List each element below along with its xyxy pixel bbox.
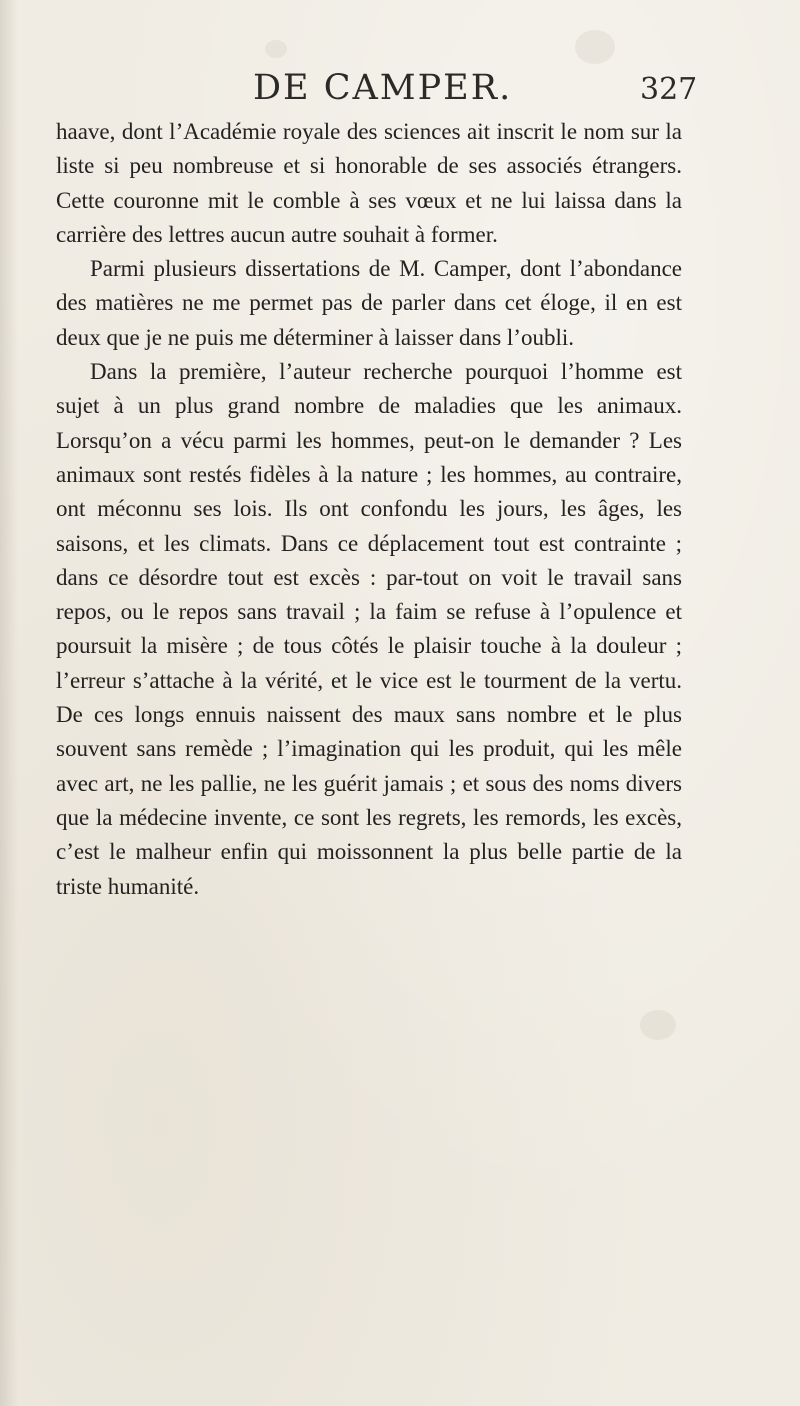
page-number: 327 [640,72,698,107]
paragraph: Dans la première, l’auteur recherche pourquoi l’homme est sujet à un plus grand nombre de maladies que les animaux. Lorsqu’on a vécu parmi les hommes, peut-on le demander ? Les animaux sont restés fidèles à la nature ; les hommes, au contraire, ont méconnu ses lois. Ils ont confondu les jours, les âges, les saisons, et les climats. Dans ce déplacement tout est contrainte ; dans ce désordre tout est excès : par-tout on voit le travail sans repos, ou le repos sans travail ; la faim se refuse à l’opulence et poursuit la misère ; de tous côtés le plaisir touche à la douleur ; l’erreur s’attache à la vérité, et le vice est le tourment de la vertu. De ces longs ennuis naissent des maux sans nombre et le plus souvent sans remède ; l’imagination qui les produit, qui les mêle avec art, ne les pallie, ne les guérit jamais ; et sous des noms divers que la médecine invente, ce sont les regrets, les remords, les excès, c’est le malheur enfin qui moissonnent la plus belle partie de la triste humanité. [56,359,682,899]
paragraph: haave, dont l’Académie royale des sciences ait inscrit le nom sur la liste si peu nombreuse et si honorable de ses associés étrangers. Cette couronne mit le comble à ses vœux et ne lui laissa dans la carrière des lettres aucun autre souhait à former. [56,119,682,247]
paper-spot [575,30,615,64]
body-text [56,115,682,904]
paragraph: Parmi plusieurs dissertations de M. Camper, dont l’abondance des matières ne me permet pas de parler dans cet éloge, il en est deux que je ne puis me déterminer à laisser dans l’oubli. [56,256,682,350]
paper-spot [265,40,287,58]
page-edge-shadow [0,0,18,1406]
paper-spot [640,1010,676,1040]
running-title: DE CAMPER. [253,68,513,108]
